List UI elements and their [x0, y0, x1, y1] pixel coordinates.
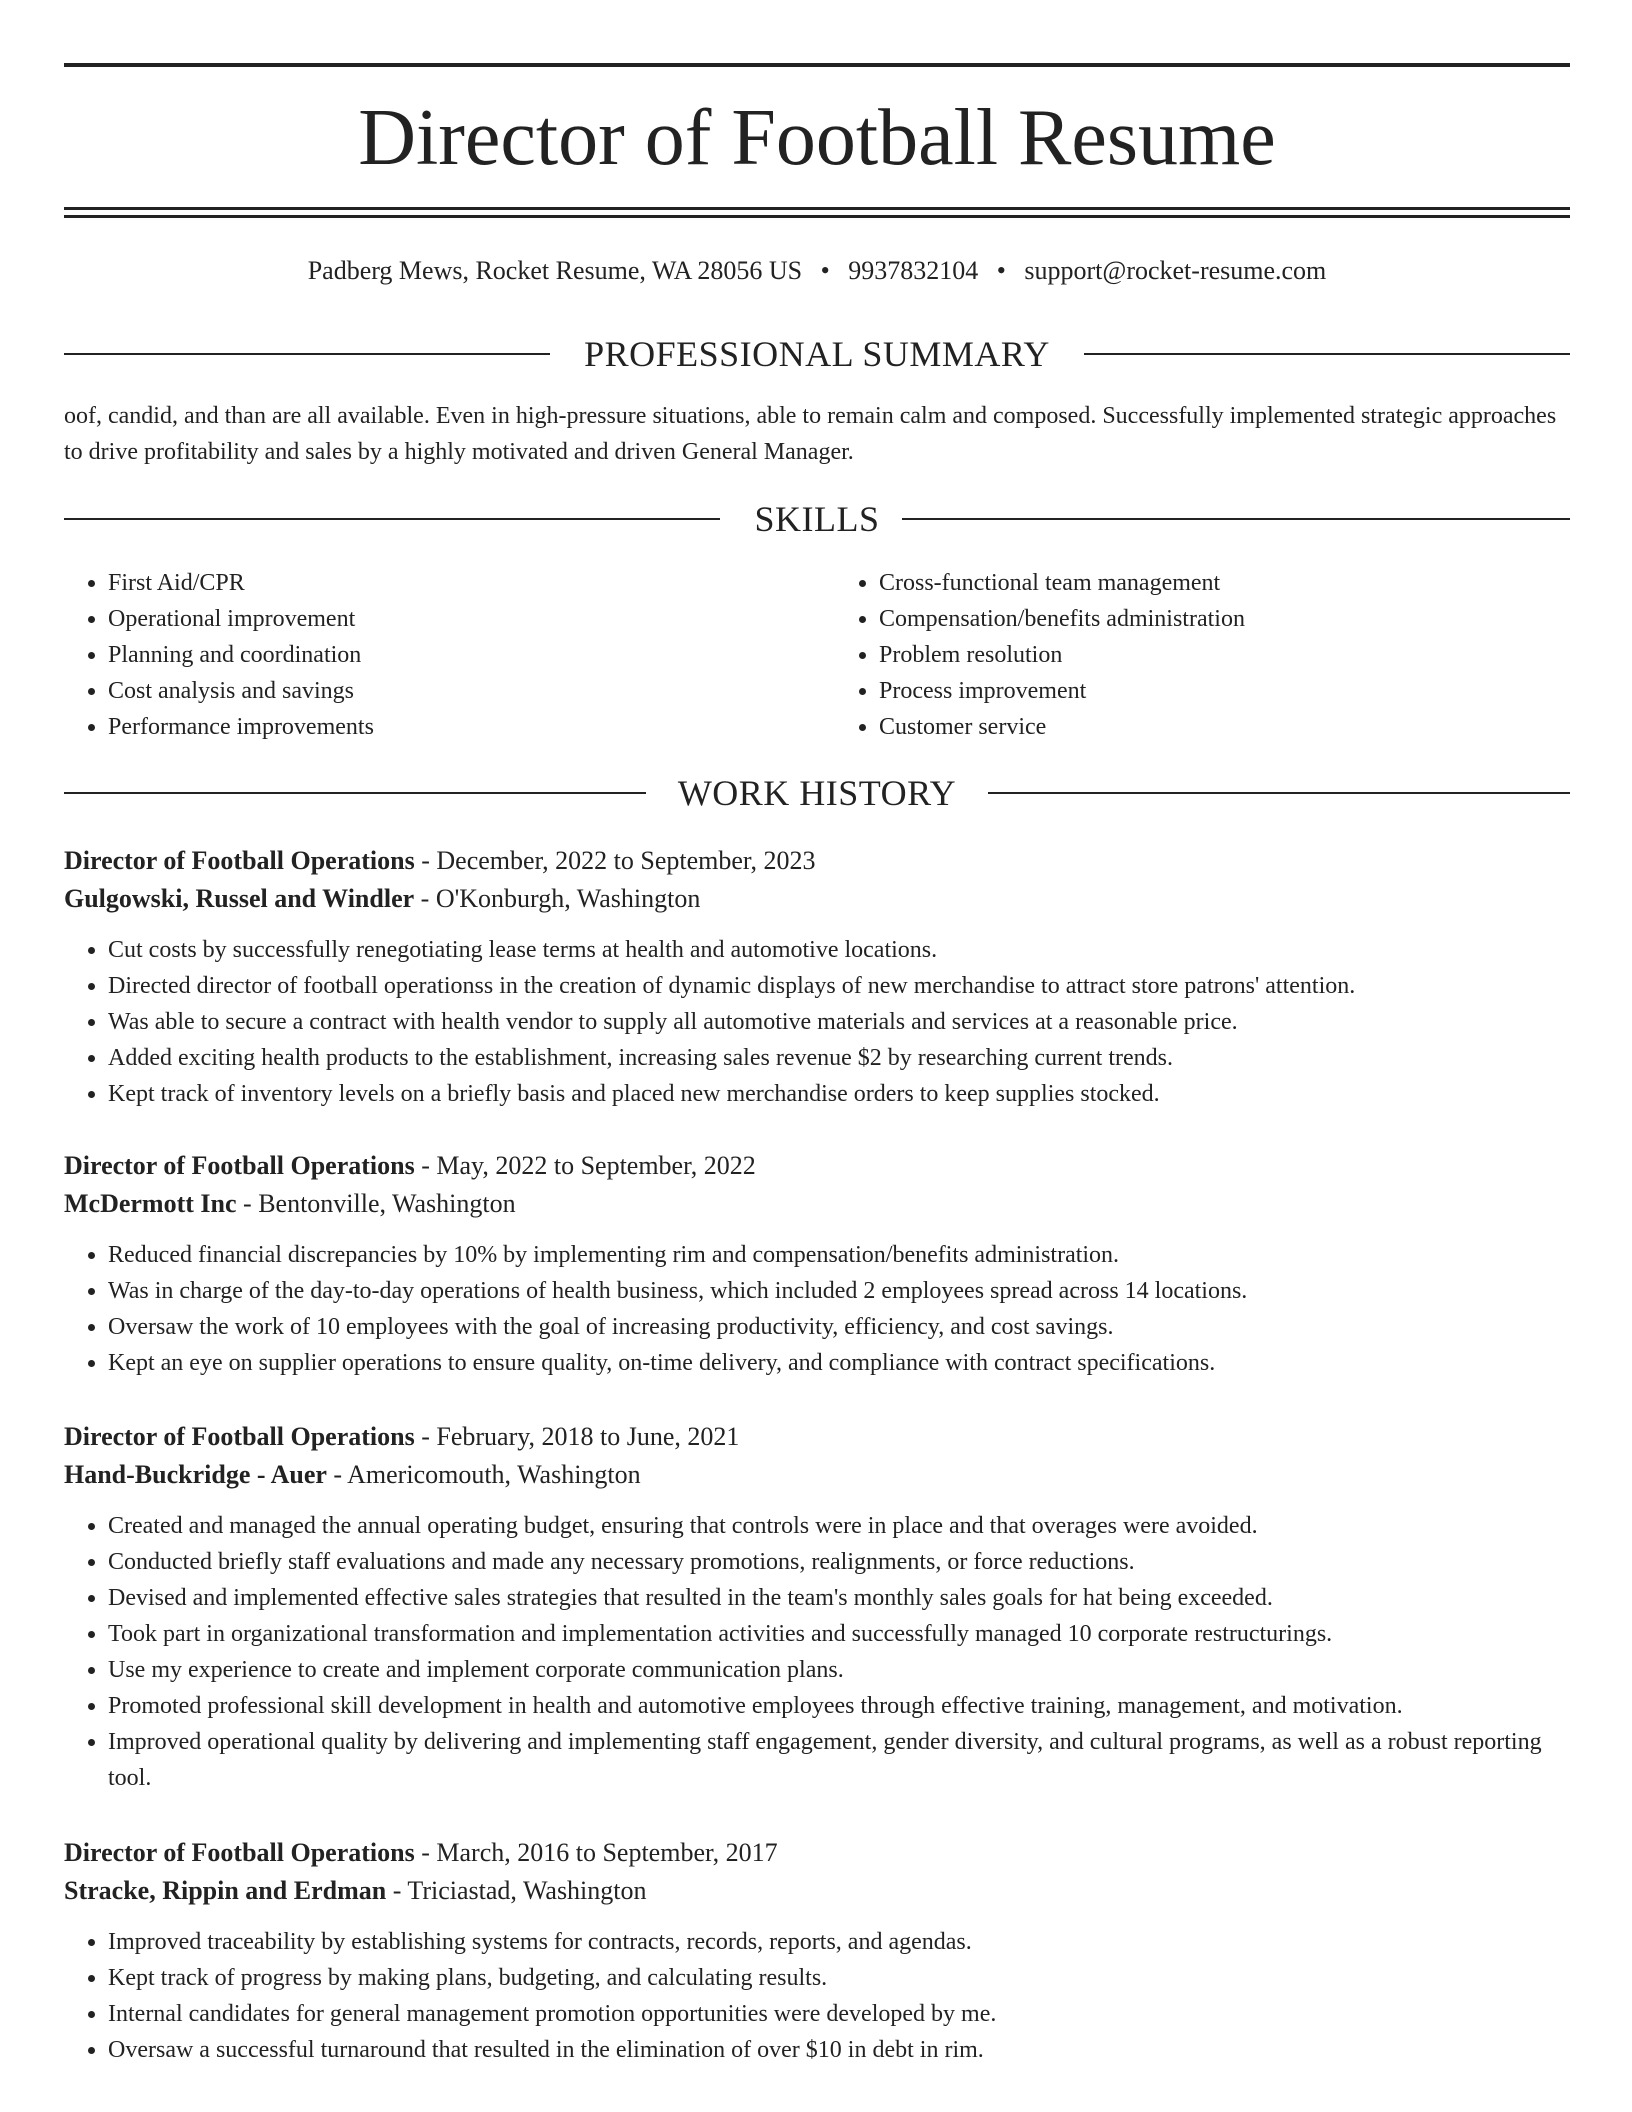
contact-separator: • — [996, 256, 1006, 285]
skill-item: • Compensation/benefits administration — [879, 601, 1570, 637]
job-dates: - December, 2022 to September, 2023 — [414, 846, 816, 875]
skill-item: • Cost analysis and savings — [108, 673, 799, 709]
job-dates: - May, 2022 to September, 2022 — [414, 1151, 756, 1180]
summary-heading — [64, 334, 1570, 374]
job-title: Director of Football Operations — [64, 1422, 415, 1451]
contact-line — [64, 254, 1570, 288]
job-bullet: • Cut costs by successfully renegotiating lease terms at health and automotive locations. — [108, 932, 1570, 968]
job-bullet: • Added exciting health products to the establishment, increasing sales revenue $2 by researching current trends. — [108, 1040, 1570, 1076]
job-company: Stracke, Rippin and Erdman — [64, 1876, 387, 1905]
job-bullets — [64, 1508, 1570, 1796]
job-bullet: • Improved traceability by establishing systems for contracts, records, reports, and agendas. — [108, 1924, 1570, 1960]
job-bullet: • Kept an eye on supplier operations to ensure quality, on-time delivery, and compliance with contract specifications. — [108, 1345, 1570, 1381]
skills-list — [64, 565, 1570, 745]
heading-rule-right — [988, 792, 1570, 794]
heading-rule-right — [902, 518, 1570, 520]
skills-column-right — [799, 565, 1570, 745]
job-bullet: • Use my experience to create and implement corporate communication plans. — [108, 1652, 1570, 1688]
job-bullet: • Directed director of football operationss in the creation of dynamic displays of new merchandise to attract store patrons' attention. — [108, 968, 1570, 1004]
job-location: - Triciastad, Washington — [386, 1876, 647, 1905]
job-bullet: • Was in charge of the day-to-day operations of health business, which included 2 employees spread across 14 locations. — [108, 1273, 1570, 1309]
summary-text: oof, candid, and than are all available. Even in high-pressure situations, able to remain calm and composed. Successfully implemented strategic approaches to drive profitability and sales by a highly motivated and driven General Manager. — [64, 403, 1557, 465]
job-entry — [64, 1418, 1570, 1796]
job-bullet: • Kept track of progress by making plans, budgeting, and calculating results. — [108, 1960, 1570, 1996]
job-location: - Americomouth, Washington — [326, 1460, 641, 1489]
job-bullet: • Promoted professional skill development in health and automotive employees through effective training, management, and motivation. — [108, 1688, 1570, 1724]
job-bullet: • Oversaw a successful turnaround that resulted in the elimination of over $10 in debt in rim. — [108, 2032, 1570, 2068]
heading-rule-right — [1084, 353, 1570, 355]
job-dates: - March, 2016 to September, 2017 — [414, 1838, 778, 1867]
job-company: McDermott Inc — [64, 1189, 237, 1218]
resume-title: Director of Football Resume — [358, 94, 1276, 182]
job-company-row — [64, 1456, 1570, 1494]
job-title-row — [64, 1147, 1570, 1185]
job-bullet: • Took part in organizational transformation and implementation activities and successfully managed 10 corporate restructurings. — [108, 1616, 1570, 1652]
job-bullet: • Devised and implemented effective sales strategies that resulted in the team's monthly sales goals for hat being exceeded. — [108, 1580, 1570, 1616]
job-company: Gulgowski, Russel and Windler — [64, 884, 415, 913]
summary-heading-label: PROFESSIONAL SUMMARY — [584, 334, 1050, 374]
job-company: Hand-Buckridge - Auer — [64, 1460, 327, 1489]
skills-column-left — [64, 565, 799, 745]
job-company-row — [64, 880, 1570, 918]
job-entry — [64, 842, 1570, 1112]
job-bullets — [64, 1924, 1570, 2068]
skill-item: • First Aid/CPR — [108, 565, 799, 601]
skills-heading-label: SKILLS — [754, 499, 880, 539]
job-title-row — [64, 842, 1570, 880]
skill-item: • Operational improvement — [108, 601, 799, 637]
job-bullet: • Reduced financial discrepancies by 10% by implementing rim and compensation/benefits administration. — [108, 1237, 1570, 1273]
contact-phone: 9937832104 — [848, 256, 979, 285]
top-rule — [64, 63, 1570, 67]
job-bullets — [64, 932, 1570, 1112]
job-bullet: • Internal candidates for general management promotion opportunities were developed by me. — [108, 1996, 1570, 2032]
skill-item: • Customer service — [879, 709, 1570, 745]
skills-heading — [64, 499, 1570, 539]
job-title-row — [64, 1418, 1570, 1456]
job-bullet: • Oversaw the work of 10 employees with the goal of increasing productivity, efficiency, and cost savings. — [108, 1309, 1570, 1345]
job-bullet: • Improved operational quality by delivering and implementing staff engagement, gender diversity, and cultural programs, as well as a robust reporting tool. — [108, 1724, 1570, 1796]
job-title: Director of Football Operations — [64, 1151, 415, 1180]
skill-item: • Problem resolution — [879, 637, 1570, 673]
job-title: Director of Football Operations — [64, 846, 415, 875]
job-location: - Bentonville, Washington — [236, 1189, 516, 1218]
job-bullet: • Created and managed the annual operating budget, ensuring that controls were in place and that overages were avoided. — [108, 1508, 1570, 1544]
job-company-row — [64, 1185, 1570, 1223]
skill-item: • Process improvement — [879, 673, 1570, 709]
contact-separator: • — [820, 256, 830, 285]
work-history-heading — [64, 773, 1570, 813]
job-title-row — [64, 1834, 1570, 1872]
job-bullets — [64, 1237, 1570, 1381]
job-dates: - February, 2018 to June, 2021 — [414, 1422, 740, 1451]
job-entry — [64, 1834, 1570, 2068]
skill-item: • Cross-functional team management — [879, 565, 1570, 601]
job-entry — [64, 1147, 1570, 1381]
job-bullet: • Kept track of inventory levels on a briefly basis and placed new merchandise orders to keep supplies stocked. — [108, 1076, 1570, 1112]
job-location: - O'Konburgh, Washington — [414, 884, 701, 913]
job-company-row — [64, 1872, 1570, 1910]
contact-address: Padberg Mews, Rocket Resume, WA 28056 US — [307, 256, 803, 285]
job-bullet: • Conducted briefly staff evaluations and made any necessary promotions, realignments, or force reductions. — [108, 1544, 1570, 1580]
skill-item: • Planning and coordination — [108, 637, 799, 673]
skill-item: • Performance improvements — [108, 709, 799, 745]
work-history-heading-label: WORK HISTORY — [677, 773, 957, 813]
job-title: Director of Football Operations — [64, 1838, 415, 1867]
title-double-rule — [64, 207, 1570, 219]
contact-email: support@rocket-resume.com — [1024, 256, 1327, 285]
job-bullet: • Was able to secure a contract with health vendor to supply all automotive materials and services at a reasonable price. — [108, 1004, 1570, 1040]
